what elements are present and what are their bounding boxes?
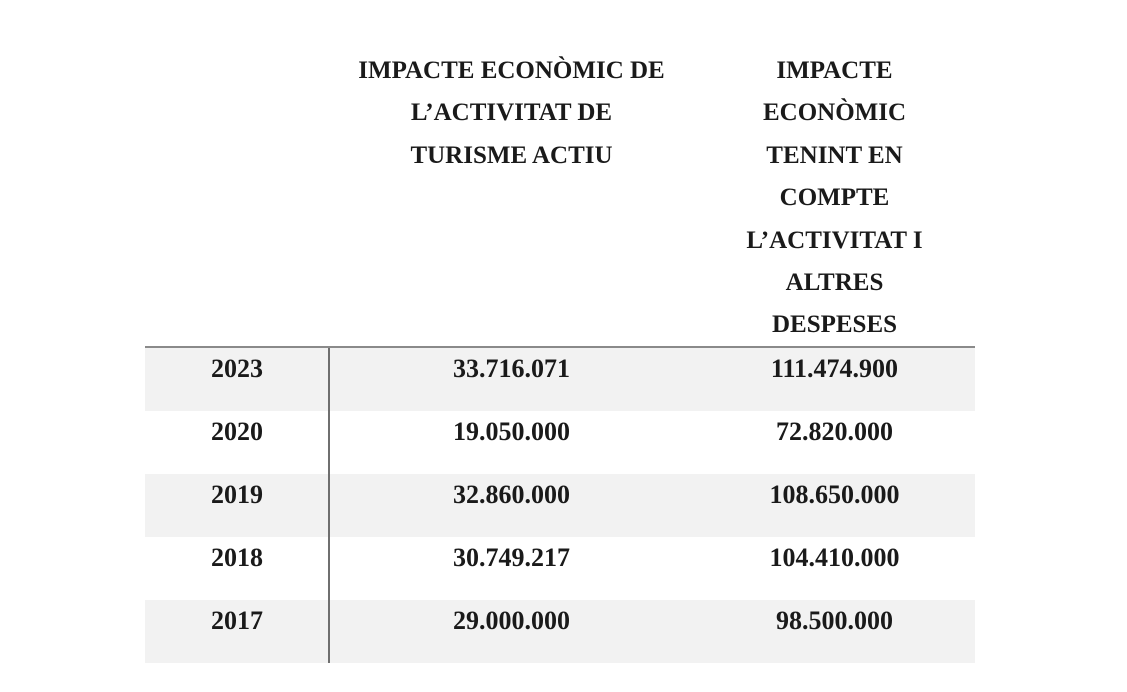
- header-activity-impact-label: IMPACTE ECONÒMIC DE L’ACTIVITAT DE TURISME ACTIU: [358, 57, 665, 169]
- economic-impact-table: [145, 50, 975, 663]
- table-row: [145, 411, 975, 474]
- activity-impact-cell: 33.716.071: [453, 354, 570, 383]
- total-impact-cell: 108.650.000: [769, 480, 900, 509]
- activity-impact-cell: 19.050.000: [453, 417, 570, 446]
- year-cell: 2020: [211, 417, 263, 446]
- activity-impact-cell: 30.749.217: [453, 543, 570, 572]
- table-header-row: [145, 50, 975, 348]
- column-divider: [328, 348, 330, 663]
- total-impact-cell: 111.474.900: [770, 354, 899, 383]
- total-impact-cell: 72.820.000: [776, 417, 893, 446]
- header-year: [145, 50, 329, 346]
- table-row: [145, 474, 975, 537]
- year-cell: 2017: [211, 606, 263, 635]
- header-total-impact: [694, 50, 975, 346]
- table-row: [145, 600, 975, 663]
- year-cell: 2023: [211, 354, 263, 383]
- year-cell: 2018: [211, 543, 263, 572]
- activity-impact-cell: 29.000.000: [453, 606, 570, 635]
- total-impact-cell: 104.410.000: [769, 543, 900, 572]
- table-row: [145, 348, 975, 411]
- year-cell: 2019: [211, 480, 263, 509]
- header-total-impact-label: IMPACTE ECONÒMIC TENINT EN COMPTE L’ACTIVITAT I ALTRES DESPESES: [746, 57, 923, 339]
- table-body: [145, 348, 975, 663]
- table-row: [145, 537, 975, 600]
- header-activity-impact: [329, 50, 694, 346]
- total-impact-cell: 98.500.000: [776, 606, 893, 635]
- activity-impact-cell: 32.860.000: [453, 480, 570, 509]
